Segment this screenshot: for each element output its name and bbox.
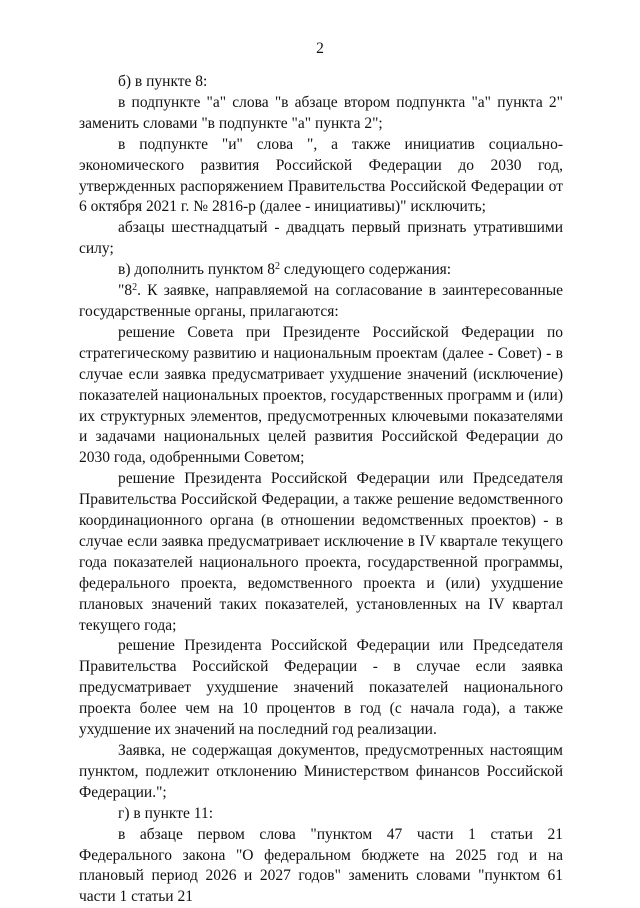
paragraph-text: . К заявке, направляемой на согласование в заинтересованные государственные органы, прилагаются: — [79, 282, 563, 320]
superscript: 2 — [132, 282, 138, 294]
paragraph: б) в пункте 8: — [118, 73, 208, 90]
paragraph: в подпункте "и" слова ", а также инициатив социально-экономического развития Российской Федерации до 2030 год, утвержденных распоряжением Правительства Российской Федерации от 6 октября 2021 г. № 2816-р (далее - инициативы)" исключить; — [79, 135, 563, 216]
paragraph — [79, 260, 563, 281]
paragraph — [79, 281, 563, 323]
paragraph-text: в) дополнить пунктом 8 — [118, 261, 275, 279]
paragraph: абзацы шестнадцатый - двадцать первый признать утратившими силу; — [79, 219, 563, 258]
paragraph: в подпункте "а" слова "в абзаце втором подпункта "а" пункта 2" заменить словами "в подпункте "а" пункта 2"; — [79, 93, 563, 132]
paragraph-text: "8 — [118, 282, 133, 300]
paragraph: решение Президента Российской Федерации или Председателя Правительства Российской Федерации - в случае если заявка предусматривает ухудшение значений показателей национального проекта более чем на 10 процентов в год (с начала года), а также ухудшение их значений на последний год реализации. — [79, 637, 563, 739]
paragraph-text: следующего содержания: — [280, 261, 452, 279]
page-number: 2 — [316, 40, 324, 57]
paragraph: г) в пункте 11: — [118, 804, 214, 822]
paragraph: решение Президента Российской Федерации или Председателя Правительства Российской Федерации, а также решение ведомственного координационного органа (в отношении ведомственных проектов) - в случае если заявка предусматривает исключение в IV квартале текущего года показателей национального проекта, государственной программы, федерального проекта, ведомственного проекта и (или) ухудшение плановых значений таких показателей, установленных на IV квартал текущего года; — [79, 470, 563, 634]
document-body — [79, 72, 563, 908]
paragraph: Заявка, не содержащая документов, предусмотренных настоящим пунктом, подлежит отклонению Министерством финансов Российской Федерации."; — [79, 742, 563, 801]
superscript: 2 — [275, 261, 280, 273]
paragraph: в абзаце первом слова "пунктом 47 части 1 статьи 21 Федерального закона "О федеральном бюджете на 2025 год и на плановый период 2026 и 2027 годов" заменить словами "пунктом 61 части 1 статьи 21 — [79, 825, 563, 906]
paragraph: решение Совета при Президенте Российской Федерации по стратегическому развитию и национальным проектам (далее - Совет) - в случае если заявка предусматривает ухудшение значений (исключение) показателей национальных проектов, государственных программ и (или) их структурных элементов, предусмотренных ключевыми показателями и задачами национальных целей развития Российской Федерации до 2030 года, одобренными Советом; — [79, 323, 563, 467]
